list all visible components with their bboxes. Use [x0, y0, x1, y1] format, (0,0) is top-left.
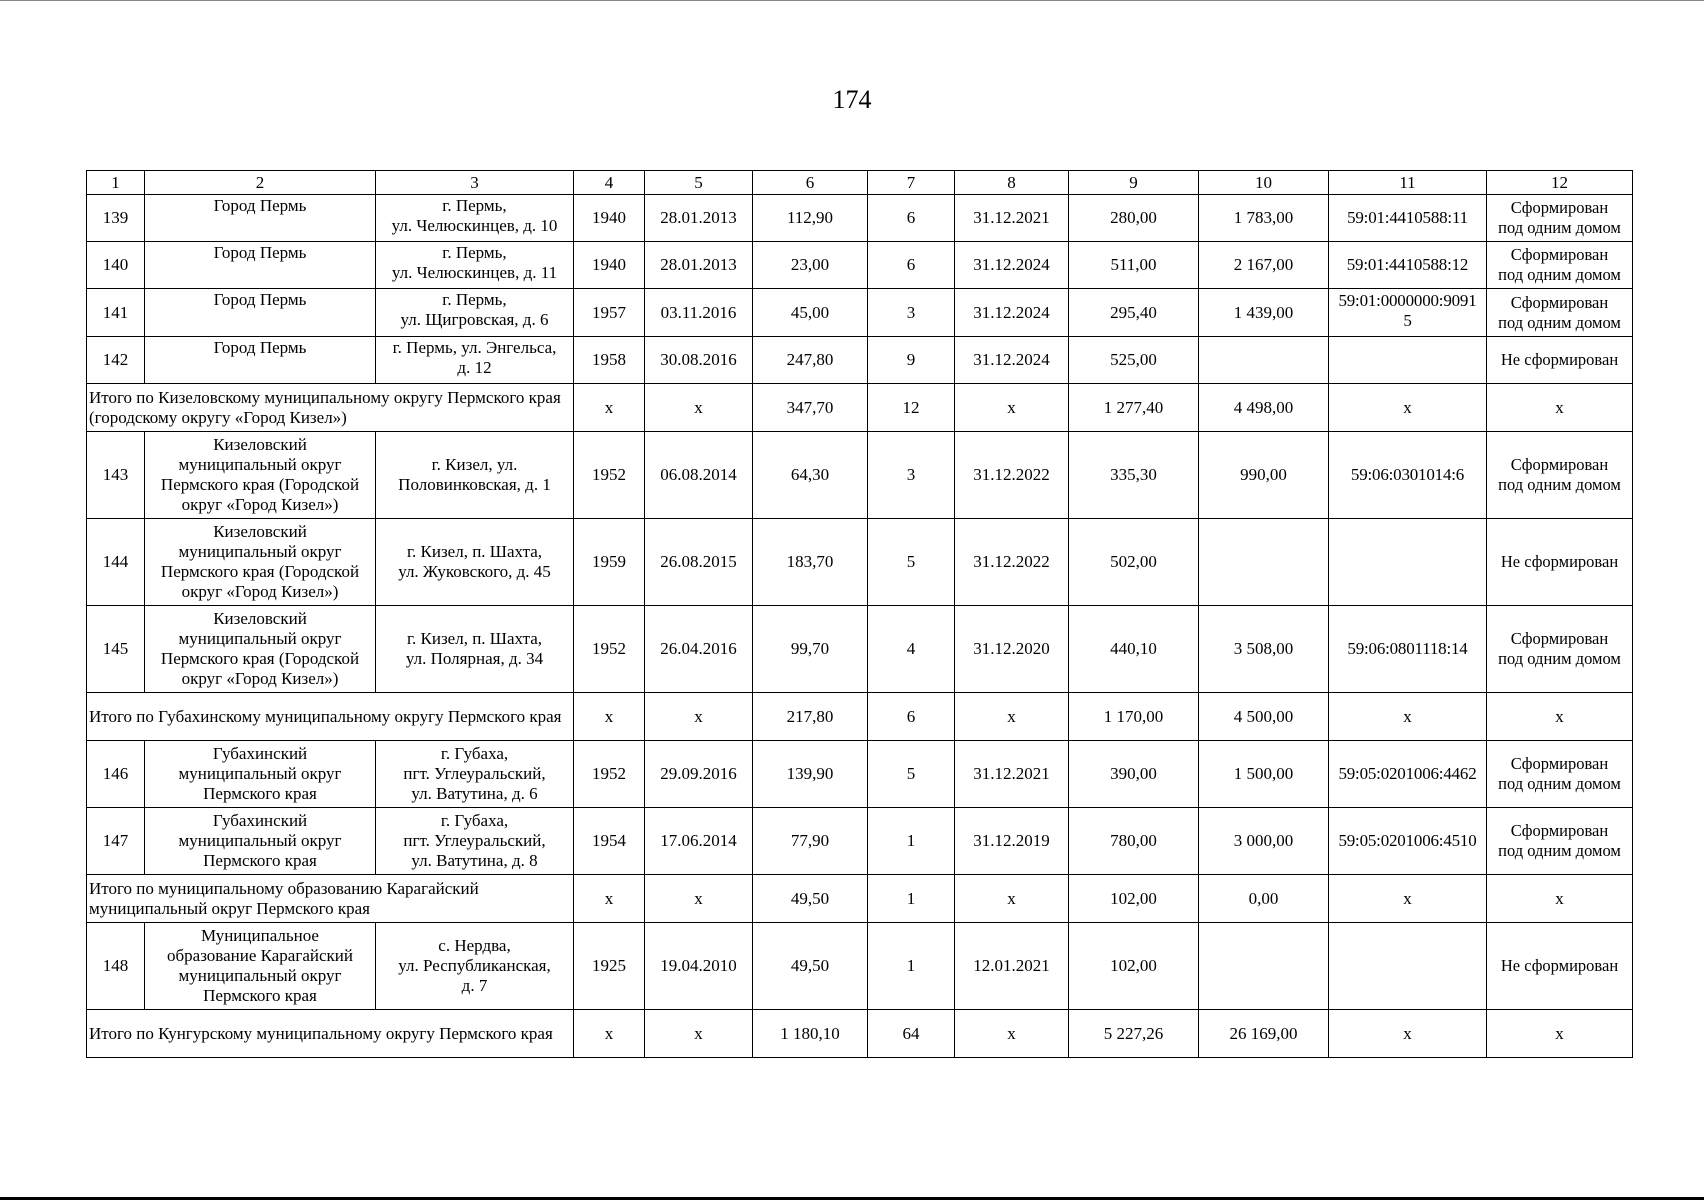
municipality-cell: Муниципальное образование Карагайский муниципальный округ Пермского края	[145, 923, 376, 1010]
table-row	[87, 289, 1633, 337]
land-status-cell: Сформирован под одним домом	[1487, 808, 1633, 875]
cadastral-value-cell: 990,00	[1199, 432, 1329, 519]
header-cell: 1	[87, 171, 145, 195]
municipality-cell: Кизеловский муниципальный округ Пермского края (Городской округ «Город Кизел»)	[145, 606, 376, 693]
row-number-cell: 140	[87, 242, 145, 289]
row-number-cell: 143	[87, 432, 145, 519]
header-cell: 5	[645, 171, 753, 195]
table-row	[87, 741, 1633, 808]
cadastral-value-cell: 3 508,00	[1199, 606, 1329, 693]
total-row	[87, 1010, 1633, 1058]
table-row	[87, 337, 1633, 384]
year-built-cell: х	[574, 875, 645, 923]
year-built-cell: х	[574, 693, 645, 741]
land-area-cell: 295,40	[1069, 289, 1199, 337]
area-cell: 77,90	[753, 808, 868, 875]
scan-edge-top	[0, 0, 1704, 1]
cadastral-value-cell: 4 500,00	[1199, 693, 1329, 741]
cadastral-value-cell	[1199, 923, 1329, 1010]
header-cell: 2	[145, 171, 376, 195]
cadastral-number-cell: 59:06:0301014:6	[1329, 432, 1487, 519]
total-label-cell: Итого по муниципальному образованию Карагайский муниципальный округ Пермского края	[87, 875, 574, 923]
residents-cell: 1	[868, 875, 955, 923]
housing-table-container	[86, 170, 1632, 1058]
table-row	[87, 195, 1633, 242]
header-cell: 9	[1069, 171, 1199, 195]
cadastral-number-cell	[1329, 519, 1487, 606]
cadastral-number-cell: 59:06:0801118:14	[1329, 606, 1487, 693]
row-number-cell: 145	[87, 606, 145, 693]
header-cell: 6	[753, 171, 868, 195]
emergency-date-cell: х	[645, 1010, 753, 1058]
land-status-cell: Не сформирован	[1487, 519, 1633, 606]
cadastral-number-cell: 59:01:4410588:11	[1329, 195, 1487, 242]
total-row	[87, 384, 1633, 432]
land-status-cell: Не сформирован	[1487, 923, 1633, 1010]
area-cell: 64,30	[753, 432, 868, 519]
resettlement-deadline-cell: х	[955, 875, 1069, 923]
year-built-cell: х	[574, 1010, 645, 1058]
municipality-cell: Город Пермь	[145, 289, 376, 337]
land-status-cell: х	[1487, 1010, 1633, 1058]
emergency-date-cell: х	[645, 693, 753, 741]
land-area-cell: 390,00	[1069, 741, 1199, 808]
resettlement-deadline-cell: 31.12.2024	[955, 337, 1069, 384]
header-cell: 3	[376, 171, 574, 195]
land-area-cell: 102,00	[1069, 875, 1199, 923]
cadastral-number-cell: 59:01:4410588:12	[1329, 242, 1487, 289]
residents-cell: 5	[868, 741, 955, 808]
row-number-cell: 141	[87, 289, 145, 337]
cadastral-value-cell: 4 498,00	[1199, 384, 1329, 432]
land-status-cell: Сформирован под одним домом	[1487, 242, 1633, 289]
land-area-cell: 280,00	[1069, 195, 1199, 242]
area-cell: 347,70	[753, 384, 868, 432]
emergency-date-cell: 19.04.2010	[645, 923, 753, 1010]
land-status-cell: Не сформирован	[1487, 337, 1633, 384]
page-number: 174	[832, 85, 872, 114]
area-cell: 45,00	[753, 289, 868, 337]
resettlement-deadline-cell: 31.12.2021	[955, 195, 1069, 242]
land-status-cell: Сформирован под одним домом	[1487, 606, 1633, 693]
resettlement-deadline-cell: 31.12.2022	[955, 519, 1069, 606]
year-built-cell: 1952	[574, 432, 645, 519]
area-cell: 23,00	[753, 242, 868, 289]
table-row	[87, 519, 1633, 606]
row-number-cell: 148	[87, 923, 145, 1010]
residents-cell: 9	[868, 337, 955, 384]
land-status-cell: х	[1487, 875, 1633, 923]
total-label-cell: Итого по Кизеловскому муниципальному округу Пермского края (городскому округу «Город Кизел»)	[87, 384, 574, 432]
area-cell: 139,90	[753, 741, 868, 808]
emergency-date-cell: 28.01.2013	[645, 242, 753, 289]
address-cell: г. Кизел, ул. Половинковская, д. 1	[376, 432, 574, 519]
residents-cell: 64	[868, 1010, 955, 1058]
land-area-cell: 440,10	[1069, 606, 1199, 693]
land-status-cell: Сформирован под одним домом	[1487, 289, 1633, 337]
table-header-row	[87, 171, 1633, 195]
land-area-cell: 1 170,00	[1069, 693, 1199, 741]
emergency-date-cell: 29.09.2016	[645, 741, 753, 808]
residents-cell: 5	[868, 519, 955, 606]
row-number-cell: 147	[87, 808, 145, 875]
residents-cell: 1	[868, 923, 955, 1010]
header-cell: 11	[1329, 171, 1487, 195]
address-cell: г. Пермь, ул. Челюскинцев, д. 10	[376, 195, 574, 242]
municipality-cell: Губахинский муниципальный округ Пермского края	[145, 741, 376, 808]
cadastral-value-cell: 3 000,00	[1199, 808, 1329, 875]
address-cell: г. Пермь, ул. Щигровская, д. 6	[376, 289, 574, 337]
municipality-cell: Город Пермь	[145, 195, 376, 242]
municipality-cell: Город Пермь	[145, 337, 376, 384]
residents-cell: 3	[868, 432, 955, 519]
municipality-cell: Губахинский муниципальный округ Пермского края	[145, 808, 376, 875]
emergency-date-cell: 28.01.2013	[645, 195, 753, 242]
land-area-cell: 780,00	[1069, 808, 1199, 875]
total-row	[87, 875, 1633, 923]
emergency-date-cell: 30.08.2016	[645, 337, 753, 384]
area-cell: 112,90	[753, 195, 868, 242]
cadastral-value-cell: 1 439,00	[1199, 289, 1329, 337]
area-cell: 183,70	[753, 519, 868, 606]
year-built-cell: 1952	[574, 606, 645, 693]
cadastral-number-cell: х	[1329, 384, 1487, 432]
table-row	[87, 432, 1633, 519]
resettlement-deadline-cell: х	[955, 384, 1069, 432]
year-built-cell: 1958	[574, 337, 645, 384]
header-cell: 10	[1199, 171, 1329, 195]
year-built-cell: х	[574, 384, 645, 432]
area-cell: 49,50	[753, 923, 868, 1010]
residents-cell: 12	[868, 384, 955, 432]
emergency-date-cell: 26.08.2015	[645, 519, 753, 606]
row-number-cell: 139	[87, 195, 145, 242]
total-label-cell: Итого по Губахинскому муниципальному округу Пермского края	[87, 693, 574, 741]
land-area-cell: 502,00	[1069, 519, 1199, 606]
municipality-cell: Город Пермь	[145, 242, 376, 289]
cadastral-number-cell: х	[1329, 1010, 1487, 1058]
address-cell: г. Кизел, п. Шахта, ул. Жуковского, д. 45	[376, 519, 574, 606]
residents-cell: 3	[868, 289, 955, 337]
land-area-cell: 1 277,40	[1069, 384, 1199, 432]
land-status-cell: Сформирован под одним домом	[1487, 195, 1633, 242]
emergency-date-cell: 17.06.2014	[645, 808, 753, 875]
land-area-cell: 102,00	[1069, 923, 1199, 1010]
cadastral-value-cell: 26 169,00	[1199, 1010, 1329, 1058]
cadastral-value-cell	[1199, 337, 1329, 384]
housing-table	[86, 170, 1633, 1058]
residents-cell: 1	[868, 808, 955, 875]
cadastral-value-cell: 1 783,00	[1199, 195, 1329, 242]
year-built-cell: 1940	[574, 195, 645, 242]
cadastral-number-cell: х	[1329, 875, 1487, 923]
resettlement-deadline-cell: 31.12.2022	[955, 432, 1069, 519]
cadastral-number-cell	[1329, 337, 1487, 384]
table-row	[87, 606, 1633, 693]
cadastral-value-cell: 0,00	[1199, 875, 1329, 923]
area-cell: 99,70	[753, 606, 868, 693]
cadastral-number-cell	[1329, 923, 1487, 1010]
resettlement-deadline-cell: 31.12.2024	[955, 289, 1069, 337]
land-status-cell: х	[1487, 693, 1633, 741]
address-cell: г. Пермь, ул. Энгельса, д. 12	[376, 337, 574, 384]
cadastral-value-cell: 1 500,00	[1199, 741, 1329, 808]
year-built-cell: 1959	[574, 519, 645, 606]
header-cell: 7	[868, 171, 955, 195]
address-cell: г. Губаха, пгт. Углеуральский, ул. Ватутина, д. 8	[376, 808, 574, 875]
cadastral-number-cell: 59:01:0000000:9091 5	[1329, 289, 1487, 337]
resettlement-deadline-cell: х	[955, 1010, 1069, 1058]
table-row	[87, 923, 1633, 1010]
resettlement-deadline-cell: 31.12.2021	[955, 741, 1069, 808]
year-built-cell: 1957	[574, 289, 645, 337]
area-cell: 1 180,10	[753, 1010, 868, 1058]
land-status-cell: Сформирован под одним домом	[1487, 432, 1633, 519]
residents-cell: 6	[868, 693, 955, 741]
row-number-cell: 142	[87, 337, 145, 384]
land-status-cell: Сформирован под одним домом	[1487, 741, 1633, 808]
table-row	[87, 808, 1633, 875]
total-row	[87, 693, 1633, 741]
residents-cell: 4	[868, 606, 955, 693]
municipality-cell: Кизеловский муниципальный округ Пермского края (Городской округ «Город Кизел»)	[145, 519, 376, 606]
address-cell: г. Пермь, ул. Челюскинцев, д. 11	[376, 242, 574, 289]
row-number-cell: 146	[87, 741, 145, 808]
address-cell: г. Кизел, п. Шахта, ул. Полярная, д. 34	[376, 606, 574, 693]
resettlement-deadline-cell: 31.12.2020	[955, 606, 1069, 693]
resettlement-deadline-cell: х	[955, 693, 1069, 741]
row-number-cell: 144	[87, 519, 145, 606]
land-area-cell: 335,30	[1069, 432, 1199, 519]
resettlement-deadline-cell: 31.12.2019	[955, 808, 1069, 875]
emergency-date-cell: 03.11.2016	[645, 289, 753, 337]
header-cell: 8	[955, 171, 1069, 195]
total-label-cell: Итого по Кунгурскому муниципальному округу Пермского края	[87, 1010, 574, 1058]
emergency-date-cell: х	[645, 384, 753, 432]
emergency-date-cell: х	[645, 875, 753, 923]
municipality-cell: Кизеловский муниципальный округ Пермского края (Городской округ «Город Кизел»)	[145, 432, 376, 519]
emergency-date-cell: 06.08.2014	[645, 432, 753, 519]
emergency-date-cell: 26.04.2016	[645, 606, 753, 693]
cadastral-number-cell: 59:05:0201006:4510	[1329, 808, 1487, 875]
year-built-cell: 1952	[574, 741, 645, 808]
resettlement-deadline-cell: 31.12.2024	[955, 242, 1069, 289]
cadastral-number-cell: х	[1329, 693, 1487, 741]
area-cell: 247,80	[753, 337, 868, 384]
land-area-cell: 511,00	[1069, 242, 1199, 289]
area-cell: 217,80	[753, 693, 868, 741]
year-built-cell: 1954	[574, 808, 645, 875]
cadastral-number-cell: 59:05:0201006:4462	[1329, 741, 1487, 808]
table-row	[87, 242, 1633, 289]
year-built-cell: 1940	[574, 242, 645, 289]
address-cell: с. Нердва, ул. Республиканская, д. 7	[376, 923, 574, 1010]
land-status-cell: х	[1487, 384, 1633, 432]
address-cell: г. Губаха, пгт. Углеуральский, ул. Ватутина, д. 6	[376, 741, 574, 808]
cadastral-value-cell: 2 167,00	[1199, 242, 1329, 289]
area-cell: 49,50	[753, 875, 868, 923]
header-cell: 12	[1487, 171, 1633, 195]
residents-cell: 6	[868, 242, 955, 289]
resettlement-deadline-cell: 12.01.2021	[955, 923, 1069, 1010]
land-area-cell: 525,00	[1069, 337, 1199, 384]
residents-cell: 6	[868, 195, 955, 242]
land-area-cell: 5 227,26	[1069, 1010, 1199, 1058]
table-body	[87, 171, 1633, 1058]
cadastral-value-cell	[1199, 519, 1329, 606]
year-built-cell: 1925	[574, 923, 645, 1010]
header-cell: 4	[574, 171, 645, 195]
